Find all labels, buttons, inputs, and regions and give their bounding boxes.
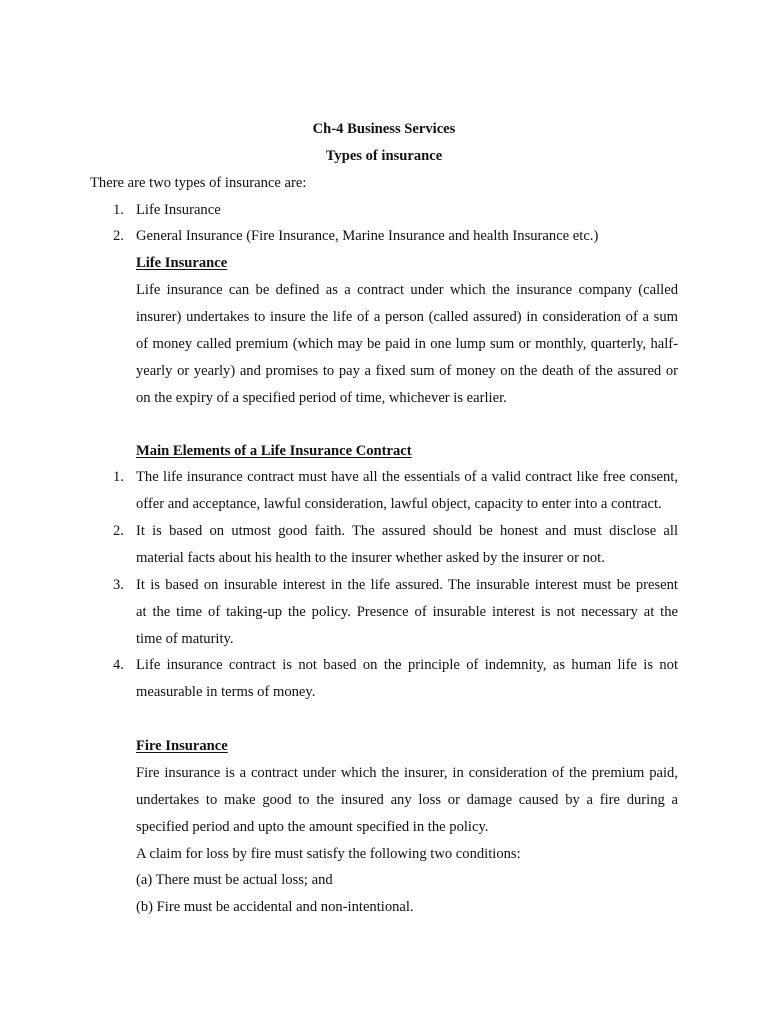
element-line: time of maturity. bbox=[136, 631, 234, 647]
type-item-life: Life Insurance bbox=[136, 202, 221, 218]
fire-paragraph-line: undertakes to make good to the insured any loss or damage caused by a fire during a bbox=[136, 792, 678, 808]
fire-insurance-heading: Fire Insurance bbox=[136, 738, 228, 754]
element-number: 2. bbox=[113, 523, 124, 539]
fire-claim-text: A claim for loss by fire must satisfy the following two conditions: bbox=[136, 846, 521, 862]
life-insurance-heading: Life Insurance bbox=[136, 255, 228, 271]
fire-condition-b: (b) Fire must be accidental and non-intentional. bbox=[136, 899, 414, 915]
life-paragraph-line: yearly or yearly) and promises to pay a fixed sum of money on the death of the assured or bbox=[136, 363, 678, 379]
element-line: at the time of taking-up the policy. Presence of insurable interest is not necessary at the bbox=[136, 604, 678, 620]
life-paragraph-line: on the expiry of a specified period of time, whichever is earlier. bbox=[136, 390, 507, 406]
main-elements-heading: Main Elements of a Life Insurance Contract bbox=[136, 443, 412, 459]
element-number: 4. bbox=[113, 657, 124, 673]
life-paragraph-line: insurer) undertakes to insure the life of a person (called assured) in consideration of a sum bbox=[136, 309, 678, 325]
element-line: measurable in terms of money. bbox=[136, 684, 316, 700]
element-line: Life insurance contract is not based on the principle of indemnity, as human life is not bbox=[136, 657, 678, 673]
life-paragraph-line: Life insurance can be defined as a contract under which the insurance company (called bbox=[136, 282, 678, 298]
element-number: 1. bbox=[113, 469, 124, 485]
element-number: 3. bbox=[113, 577, 124, 593]
document-subtitle: Types of insurance bbox=[325, 148, 443, 164]
life-paragraph-line: of money called premium (which may be paid in one lump sum or monthly, quarterly, half- bbox=[136, 336, 678, 352]
type-item-general: General Insurance (Fire Insurance, Marine Insurance and health Insurance etc.) bbox=[136, 228, 599, 244]
document-title: Ch-4 Business Services bbox=[312, 121, 456, 137]
element-line: material facts about his health to the insurer whether asked by the insurer or not. bbox=[136, 550, 605, 566]
intro-text: There are two types of insurance are: bbox=[90, 175, 307, 191]
type-number: 2. bbox=[113, 228, 124, 244]
element-line: It is based on insurable interest in the life assured. The insurable interest must be present bbox=[136, 577, 678, 593]
element-line: offer and acceptance, lawful consideration, lawful object, capacity to enter into a contract. bbox=[136, 496, 662, 512]
fire-paragraph-line: specified period and upto the amount specified in the policy. bbox=[136, 819, 489, 835]
type-number: 1. bbox=[113, 202, 124, 218]
element-line: The life insurance contract must have all the essentials of a valid contract like free consent, bbox=[136, 469, 678, 485]
fire-paragraph-line: Fire insurance is a contract under which the insurer, in consideration of the premium paid, bbox=[136, 765, 678, 781]
element-line: It is based on utmost good faith. The assured should be honest and must disclose all bbox=[136, 523, 678, 539]
fire-condition-a: (a) There must be actual loss; and bbox=[136, 872, 333, 888]
